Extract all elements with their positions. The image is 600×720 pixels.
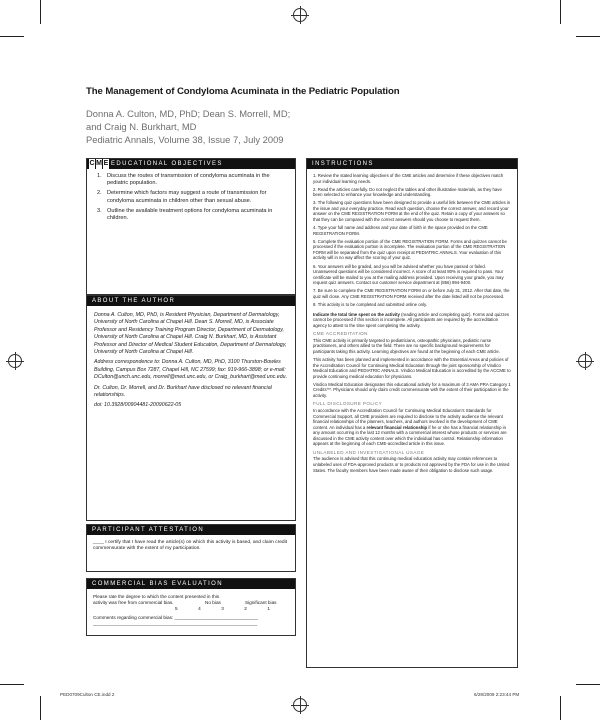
accreditation-text: This activity has been planned and implemented in accordance with the Essential Areas and policies of the Accreditation Council for Continuing Medical Education through the joint sponsorship of Vindico Medical Education and PEDIATRIC ANNALS. Vindico Medical Education is accredited by the ACCME to provide continuing medical education for physicians. — [313, 357, 511, 379]
registration-mark-icon — [578, 354, 592, 368]
significant-bias-label: Significant bias — [245, 600, 277, 605]
article-byline — [86, 107, 386, 146]
objectives-header — [87, 159, 295, 169]
instructions-panel — [306, 158, 518, 668]
article-title: The Management of Condyloma Acuminata in the Pediatric Population — [86, 86, 400, 97]
instruction-step: 2. Read the articles carefully. Do not neglect the tables and other illustrative materials, as they have been selected to enhance your knowledge and understanding. — [313, 186, 502, 198]
bias-rating-scale — [175, 606, 270, 612]
rating-option[interactable]: 3 — [221, 606, 224, 611]
rating-option[interactable]: 5 — [175, 606, 178, 611]
about-author-panel — [86, 295, 296, 521]
time-spent-text: (reading article and completing quiz). Forms and quizzes cannot be processed if this section is incomplete. All participants are required by the accreditation agency to attest to the time spent completing the activity. — [313, 311, 510, 328]
authors-line: Donna A. Culton, MD, PhD; Dean S. Morrell, MD; — [86, 108, 291, 119]
print-timestamp: 6/29/2009 2:23:44 PM — [474, 692, 520, 697]
bias-body — [87, 589, 295, 632]
crop-mark — [40, 0, 41, 24]
unlabeled-usage-heading: UNLABELED AND INVESTIGATIONAL USAGE — [313, 449, 425, 455]
crop-mark — [560, 0, 561, 24]
crop-mark — [40, 696, 41, 720]
cme-logo — [89, 159, 110, 169]
time-spent-lead: Indicate the total time spent on the activity — [313, 311, 400, 317]
bias-evaluation-panel — [86, 578, 296, 636]
cme-logo-letter: E — [103, 160, 109, 167]
objectives-header-label: EDUCATIONAL OBJECTIVES — [111, 161, 223, 167]
instruction-step: 7. Be sure to complete the CME REGISTRATION FORM on or before July 31, 2012. After that date, the quiz will close. Any CME REGISTRATION FORM received after the date listed will not be processed. — [313, 288, 510, 299]
cme-logo-letter: M — [96, 160, 102, 167]
crop-mark — [0, 684, 24, 685]
file-slug: PED0709Culton CE.indd 2 — [60, 692, 115, 697]
disclosure-bold: relevant financial relationship — [366, 424, 428, 430]
item-number: 3. — [97, 207, 102, 214]
disclosure-heading: FULL DISCLOSURE POLICY — [313, 401, 383, 407]
registration-mark-icon — [293, 698, 307, 712]
instruction-step: 6. Your answers will be graded, and you will be advised whether you have passed or failed. Unanswered questions will be considered incorrect. A score of at least 80% is required to pass. Your certificate will be mailed to you at the mailing address provided. Upon receiving your grade, you may request quiz answers. Contact our customer service department at (856) 994-9400. — [313, 263, 504, 286]
bias-comments-line[interactable]: _______________________________________________________________ — [93, 621, 258, 626]
instruction-step: 4. Type your full name and address and your date of birth in the space provided on the CME REGISTRATION FORM. — [313, 225, 488, 236]
bias-prompt: activity was free from commercial bias. — [93, 600, 174, 605]
attestation-header: PARTICIPANT ATTESTATION — [87, 525, 295, 535]
objectives-panel — [86, 158, 296, 295]
instruction-step: 5. Complete the evaluation portion of the CME REGISTRATION FORM. Forms and quizzes cannot be processed if the evaluation portion is incomplete. The evaluation portion of the CME REGISTRATION FORM will be separated from the quiz upon receipt at PEDIATRIC ANNALS. Your evaluation of this activity will in no way affect the scoring of your quiz. — [313, 238, 507, 261]
bias-prompt-row — [93, 600, 289, 606]
unlabeled-usage-text: The audience is advised that this continuing medical education activity may contain references to unlabeled uses of FDA-approved products or to products not approved by the FDA for use in the United States. The faculty members have been made aware of their obligation to disclose such usage. — [313, 456, 510, 473]
bias-prompt: Please rate the degree to which the content presented in this — [93, 594, 220, 599]
crop-mark — [576, 36, 600, 37]
instructions-header: INSTRUCTIONS — [307, 159, 517, 169]
item-text: Determine which factors may suggest a route of transmission for condyloma acuminata in children other than sexual abuse. — [107, 190, 267, 204]
disclosure-rest: if he or she has a financial relationship in any amount occurring in the last 12 months with a commercial interest whose products or services are discussed in the CME activity content over which the individual has control. Relationship information appears at the beginning of each CME-accredited article in this issue. — [313, 424, 507, 447]
item-text: Outline the available treatment options for condyloma acuminata in children. — [107, 207, 273, 222]
no-bias-label: No bias — [205, 600, 221, 605]
about-author-header: ABOUT THE AUTHOR — [87, 296, 295, 306]
author-bio: Donna A. Culton, MD, PhD, is Resident Physician, Department of Dermatology, University of North Carolina at Chapel Hill. Dean S. Morrell, MD, is Associate Professor and Residency Training Program Director, Department of Dermatology, University of North Carolina at Chapel Hill. Craig N. Burkhart, MD, is Assistant Professor and Director of Medical Student Education, Department of Dermatology, University of North Carolina at Chapel Hill. — [94, 312, 287, 356]
instruction-step: 3. The following quiz questions have been designed to provide a useful link between the CME articles in the issue and your everyday practice. Read each question, choose the correct answer, and record your answer on the CME REGISTRATION FORM at the end of the quiz. Retain a copy of your answers so that they can be compared with the correct answers should you choose to request them. — [313, 200, 511, 223]
accreditation-text: This CME activity is primarily targeted to pediatricians, osteopathic physicians, pediatric nurse practitioners, and others allied to the field. There are no specific background requirements for participants taking this activity. Learning objectives are found at the beginning of each CME article. — [313, 337, 500, 354]
instruction-step: 1. Review the stated learning objectives of the CME articles and determine if these objectives match your individual learning needs. — [313, 173, 504, 184]
attestation-panel — [86, 524, 296, 572]
rating-option[interactable]: 2 — [244, 606, 247, 611]
disclosure-lead: In accordance with the Accreditation Council for Continuing Medical Education's Standards for Commercial Support, all CME providers are required to disclose to the activity audience the relevant financial relationships of the planners, teachers, and authors involved in the development of CME content. An individual has a — [313, 408, 503, 430]
time-spent-note — [313, 312, 511, 329]
item-number: 2. — [97, 190, 102, 197]
instructions-body — [307, 169, 517, 473]
bias-comments-field[interactable]: Comments regarding commercial bias: ________________________________ — [93, 615, 258, 620]
correspondence: Address correspondence to: Donna A. Culton, MD, PhD, 3100 Thurston-Bowles Building, Campus Box 7287, Chapel Hill, NC 27599; fax: 919-966-3898; or e-mail: DCulton@unch.unc.edu, morrell@med.unc.edu, or Craig_burkhart@med.unc.edu. — [94, 359, 288, 381]
crop-mark — [0, 36, 24, 37]
rating-option[interactable]: 1 — [267, 606, 270, 611]
list-item — [97, 208, 287, 222]
registration-mark-icon — [8, 354, 22, 368]
rating-option[interactable]: 4 — [198, 606, 201, 611]
disclosure-text — [313, 408, 511, 447]
journal-citation: Pediatric Annals, Volume 38, Issue 7, July 2009 — [86, 134, 284, 145]
crop-mark — [560, 696, 561, 720]
list-item — [97, 190, 287, 204]
item-number: 1. — [97, 173, 102, 179]
disclosure-statement: Dr. Culton, Dr. Morrell, and Dr. Burkhart have disclosed no relevant financial relationships. — [94, 384, 272, 399]
item-text: Discuss the routes of transmission of condyloma acuminata in the pediatric population. — [107, 173, 270, 187]
authors-line: and Craig N. Burkhart, MD — [86, 121, 197, 132]
doi: doi: 10.3928/00904481-20090622-05 — [94, 402, 182, 409]
bias-header: COMMERCIAL BIAS EVALUATION — [87, 579, 295, 589]
list-item — [97, 173, 287, 187]
attestation-text[interactable]: ____ I certify that I have read the article(s) on which this activity is based, and claim credit commensurate with the extent of my participation. — [93, 540, 288, 552]
about-author-body — [87, 306, 295, 410]
instruction-step: 8. This activity is to be completed and submitted online only. — [313, 302, 428, 308]
accreditation-text: Vindico Medical Education designates this educational activity for a maximum of 3 AMA PRA Category 1 Credits™. Physicians should only claim credit commensurate with the extent of their participation in the activity. — [313, 381, 511, 398]
crop-mark — [576, 684, 600, 685]
registration-mark-icon — [293, 8, 307, 22]
cme-logo-letter: C — [89, 160, 95, 167]
accreditation-heading: CME ACCREDITATION — [313, 331, 368, 337]
objectives-list — [87, 169, 295, 222]
